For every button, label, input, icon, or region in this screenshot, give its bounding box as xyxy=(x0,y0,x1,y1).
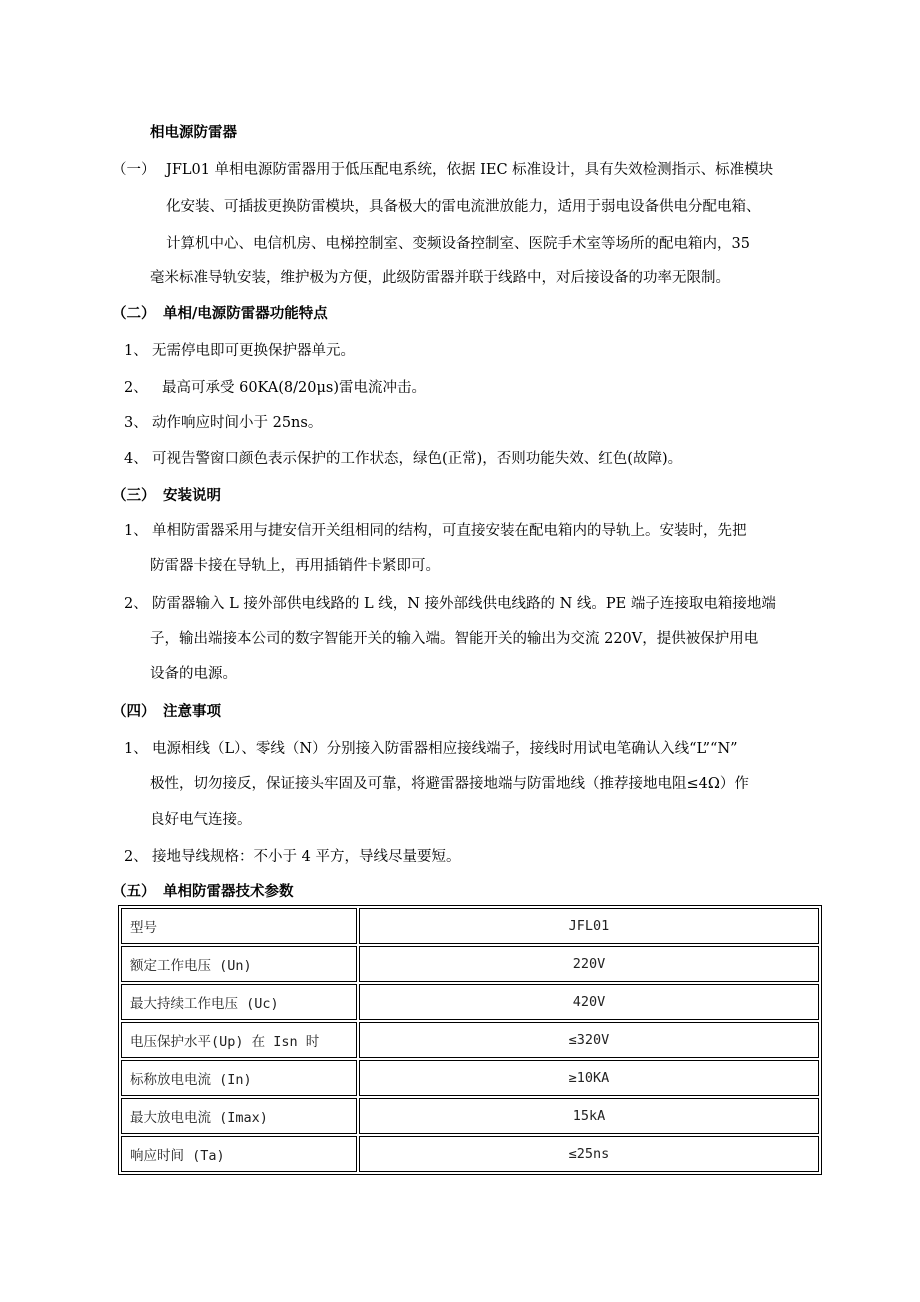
param-name: 标称放电电流 (In) xyxy=(121,1060,357,1096)
section-4-item-1-line-2: 极性，切勿接反，保证接头牢固及可靠，将避雷器接地端与防雷地线（推荐接地电阻≤4Ω）作 xyxy=(150,776,749,792)
section-2-item-2-number: 2、 xyxy=(124,380,148,396)
section-3-item-1-line-1: 单相防雷器采用与捷安信开关组相同的结构，可直接安装在配电箱内的导轨上。安装时，先把 xyxy=(152,523,747,539)
section-4-item-1-line-1: 电源相线（L）、零线（N）分别接入防雷器相应接线端子，接线时用试电笔确认入线“L”“N” xyxy=(152,741,738,757)
section-2-item-1-text: 无需停电即可更换保护器单元。 xyxy=(152,343,355,359)
section-2-item-4-text: 可视告警窗口颜色表示保护的工作状态，绿色(正常)，否则功能失效、红色(故障)。 xyxy=(152,451,683,467)
table-row xyxy=(121,908,819,944)
section-3-item-2-number: 2、 xyxy=(124,596,148,612)
parameter-table xyxy=(118,905,822,1175)
section-3-item-2-line-1: 防雷器输入 L 接外部供电线路的 L 线，N 接外部线供电线路的 N 线。PE 端子连接取电箱接地端 xyxy=(152,596,776,612)
section-1-line-1: JFL01 单相电源防雷器用于低压配电系统，依据 IEC 标准设计，具有失效检测指示、标准模块 xyxy=(166,162,774,178)
section-4-title: 注意事项 xyxy=(163,703,221,720)
section-2-number: （二） xyxy=(112,305,156,322)
section-2-item-4-number: 4、 xyxy=(124,451,148,467)
section-2-item-3-text: 动作响应时间小于 25ns。 xyxy=(152,415,323,431)
table-row xyxy=(121,946,819,982)
param-value: ≤25ns xyxy=(359,1136,819,1172)
section-2-item-3-number: 3、 xyxy=(124,415,148,431)
section-4-number: （四） xyxy=(112,703,156,720)
param-value: 420V xyxy=(359,984,819,1020)
section-2-title: 单相/电源防雷器功能特点 xyxy=(163,305,328,322)
section-3-item-1-number: 1、 xyxy=(124,523,148,539)
section-3-title: 安装说明 xyxy=(163,487,221,504)
param-value: ≤320V xyxy=(359,1022,819,1058)
section-4-item-2-number: 2、 xyxy=(124,849,148,865)
section-3-item-2-line-2: 子，输出端接本公司的数字智能开关的输入端。智能开关的输出为交流 220V，提供被保护用电 xyxy=(150,631,759,647)
section-1-number: （一） xyxy=(112,162,156,178)
param-name: 响应时间 (Ta) xyxy=(121,1136,357,1172)
table-row xyxy=(121,1098,819,1134)
section-3-number: （三） xyxy=(112,487,156,504)
table-row xyxy=(121,1022,819,1058)
section-4-item-1-number: 1、 xyxy=(124,741,148,757)
param-name: 电压保护水平(Up) 在 Isn 时 xyxy=(121,1022,357,1058)
section-3-item-2-line-3: 设备的电源。 xyxy=(150,666,237,682)
section-4-item-2-text: 接地导线规格：不小于 4 平方，导线尽量要短。 xyxy=(152,849,461,865)
section-1-line-2: 化安装、可插拔更换防雷模块，具备极大的雷电流泄放能力，适用于弱电设备供电分配电箱、 xyxy=(166,199,761,215)
section-4-item-1-line-3: 良好电气连接。 xyxy=(150,812,252,828)
section-5-number: （五） xyxy=(112,883,156,900)
page-title: 相电源防雷器 xyxy=(150,124,237,141)
section-2-item-1-number: 1、 xyxy=(124,343,148,359)
section-1-line-4: 毫米标准导轨安装，维护极为方便，此级防雷器并联于线路中，对后接设备的功率无限制。 xyxy=(150,270,730,286)
section-2-item-2-text: 最高可承受 60KA(8/20μs)雷电流冲击。 xyxy=(162,380,427,396)
param-name: 最大放电电流 (Imax) xyxy=(121,1098,357,1134)
param-name: 最大持续工作电压 (Uc) xyxy=(121,984,357,1020)
table-row xyxy=(121,984,819,1020)
param-value: JFL01 xyxy=(359,908,819,944)
section-1-line-3: 计算机中心、电信机房、电梯控制室、变频设备控制室、医院手术室等场所的配电箱内，35 xyxy=(166,236,750,252)
section-5-title: 单相防雷器技术参数 xyxy=(163,883,294,900)
param-value: 220V xyxy=(359,946,819,982)
param-name: 额定工作电压 (Un) xyxy=(121,946,357,982)
param-value: ≥10KA xyxy=(359,1060,819,1096)
table-row xyxy=(121,1060,819,1096)
section-3-item-1-line-2: 防雷器卡接在导轨上，再用插销件卡紧即可。 xyxy=(150,558,440,574)
table-row xyxy=(121,1136,819,1172)
param-value: 15kA xyxy=(359,1098,819,1134)
param-name: 型号 xyxy=(121,908,357,944)
